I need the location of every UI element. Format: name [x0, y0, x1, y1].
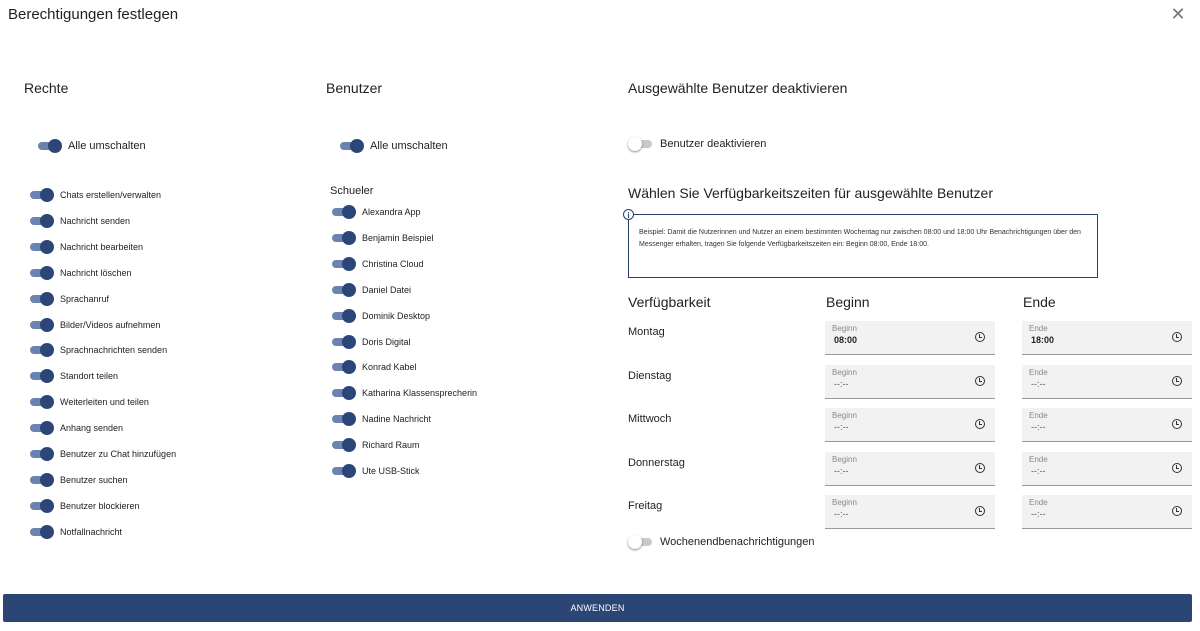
deactivate-toggle[interactable]	[630, 136, 766, 152]
users-toggle-all-label: Alle umschalten	[370, 140, 448, 152]
rights-item-label: Sprachanruf	[60, 293, 110, 304]
rights-item[interactable]	[30, 342, 167, 358]
user-item-label: Doris Digital	[362, 336, 411, 347]
rights-item-switch[interactable]	[30, 266, 52, 280]
dialog-title: Berechtigungen festlegen	[8, 6, 179, 23]
info-icon: i	[623, 209, 634, 220]
user-item-switch[interactable]	[332, 335, 354, 349]
availability-title: Wählen Sie Verfügbarkeitszeiten für ausgewählte Benutzer	[628, 185, 993, 201]
begin-field-label: Beginn	[832, 324, 857, 333]
end-field-value: --:--	[1031, 422, 1046, 432]
day-label: Montag	[628, 326, 665, 338]
rights-toggle-all-label: Alle umschalten	[68, 140, 146, 152]
rights-item[interactable]	[30, 420, 123, 436]
user-item[interactable]	[332, 282, 411, 298]
availability-col-day: Verfügbarkeit	[628, 294, 711, 310]
rights-item[interactable]	[30, 265, 132, 281]
clock-icon[interactable]	[975, 376, 985, 386]
users-group-label: Schueler	[330, 185, 374, 197]
user-item-label: Ute USB-Stick	[362, 466, 420, 476]
deactivate-title: Ausgewählte Benutzer deaktivieren	[628, 80, 848, 96]
begin-field-label: Beginn	[832, 454, 857, 464]
user-item-label: Dominik Desktop	[362, 310, 431, 321]
user-item-label: Alexandra App	[362, 207, 421, 217]
begin-field-label: Beginn	[832, 411, 857, 420]
rights-title: Rechte	[24, 80, 69, 96]
rights-item[interactable]	[30, 524, 122, 540]
rights-item-label: Anhang senden	[60, 423, 124, 434]
deactivate-label: Benutzer deaktivieren	[660, 138, 767, 150]
rights-item-label: Notfallnachricht	[60, 526, 123, 537]
info-box	[628, 214, 1098, 278]
rights-item-label: Chats erstellen/verwalten	[60, 190, 162, 200]
clock-icon[interactable]	[1172, 463, 1182, 473]
weekend-switch[interactable]	[630, 535, 652, 549]
rights-item[interactable]	[30, 317, 160, 333]
user-item-switch[interactable]	[332, 309, 354, 323]
end-field-label: Ende	[1029, 498, 1048, 507]
begin-field-value: --:--	[834, 509, 849, 519]
rights-item-switch[interactable]	[30, 395, 52, 409]
rights-item-switch[interactable]	[30, 525, 52, 539]
begin-field-value: --:--	[834, 422, 849, 432]
availability-col-end: Ende	[1023, 294, 1056, 310]
begin-time-field[interactable]	[825, 495, 995, 529]
rights-item-label: Benutzer blockieren	[60, 500, 140, 511]
end-time-field[interactable]	[1022, 408, 1192, 442]
rights-item-switch[interactable]	[30, 369, 52, 383]
begin-field-value: --:--	[834, 378, 849, 389]
user-item[interactable]	[332, 256, 424, 272]
end-field-value: --:--	[1031, 465, 1046, 476]
user-item-switch[interactable]	[332, 257, 354, 271]
clock-icon[interactable]	[1172, 332, 1182, 342]
user-item-label: Konrad Kabel	[362, 362, 417, 373]
rights-item-label: Nachricht bearbeiten	[60, 241, 144, 252]
rights-toggle-all[interactable]	[38, 138, 146, 154]
user-item[interactable]	[332, 359, 417, 375]
user-item-switch[interactable]	[332, 412, 354, 426]
rights-item-switch[interactable]	[30, 499, 52, 513]
rights-item-label: Sprachnachrichten senden	[60, 345, 168, 356]
rights-item[interactable]	[30, 498, 140, 514]
rights-item-label: Nachricht löschen	[60, 267, 132, 278]
rights-item-switch[interactable]	[30, 188, 52, 202]
clock-icon[interactable]	[975, 419, 985, 429]
rights-toggle-all-switch[interactable]	[38, 139, 60, 153]
users-toggle-all-switch[interactable]	[340, 139, 362, 153]
rights-item[interactable]	[30, 368, 118, 384]
end-field-label: Ende	[1029, 411, 1048, 420]
end-field-label: Ende	[1029, 454, 1048, 464]
end-field-label: Ende	[1029, 324, 1048, 333]
user-item[interactable]	[332, 230, 434, 246]
user-item[interactable]	[332, 437, 420, 453]
clock-icon[interactable]	[1172, 376, 1182, 386]
day-label: Freitag	[628, 500, 663, 512]
begin-time-field[interactable]	[825, 321, 995, 355]
user-item-label: Katharina Klassensprecherin	[362, 388, 478, 399]
apply-button[interactable]: ANWENDEN	[3, 594, 1192, 622]
day-label: Dienstag	[628, 369, 672, 382]
end-time-field[interactable]	[1022, 321, 1192, 355]
rights-item-label: Bilder/Videos aufnehmen	[60, 319, 161, 330]
end-field-label: Ende	[1029, 367, 1048, 377]
rights-item[interactable]	[30, 446, 176, 462]
rights-item-switch[interactable]	[30, 214, 52, 228]
rights-item[interactable]	[30, 239, 143, 255]
user-item[interactable]	[332, 334, 411, 350]
user-item-switch[interactable]	[332, 464, 354, 478]
user-item-switch[interactable]	[332, 205, 354, 219]
user-item-label: Daniel Datei	[362, 284, 412, 295]
end-field-value: --:--	[1031, 509, 1046, 519]
rights-item-label: Standort teilen	[60, 371, 119, 382]
user-item[interactable]	[332, 463, 420, 479]
info-text: Beispiel: Damit die Nutzerinnen und Nutzer an einem bestimmten Wochentag nur zwischen 08:00 und 18:00 Uhr Benachrichtigungen über den Messenger erhalten, tragen Sie folgende Verfügbarkeitszeiten ein: Beginn 08:00, Ende 18:00.	[639, 229, 1081, 248]
rights-item-switch[interactable]	[30, 473, 52, 487]
clock-icon[interactable]	[975, 332, 985, 342]
rights-item-switch[interactable]	[30, 447, 52, 461]
user-item-label: Christina Cloud	[362, 258, 424, 269]
begin-time-field[interactable]	[825, 365, 995, 399]
user-item-switch[interactable]	[332, 438, 354, 452]
end-time-field[interactable]	[1022, 495, 1192, 529]
user-item[interactable]	[332, 204, 421, 220]
availability-col-begin: Beginn	[826, 294, 870, 310]
users-title: Benutzer	[326, 80, 383, 96]
begin-field-label: Beginn	[832, 498, 857, 507]
rights-item[interactable]	[30, 291, 109, 307]
end-time-field[interactable]	[1022, 452, 1192, 486]
rights-item-switch[interactable]	[30, 240, 52, 254]
clock-icon[interactable]	[975, 506, 985, 516]
weekend-toggle[interactable]	[630, 534, 815, 550]
deactivate-switch[interactable]	[630, 137, 652, 151]
rights-item-switch[interactable]	[30, 292, 52, 306]
user-item-switch[interactable]	[332, 283, 354, 297]
begin-field-value: --:--	[834, 465, 849, 476]
end-time-field[interactable]	[1022, 365, 1192, 399]
begin-field-value: 08:00	[834, 335, 858, 345]
user-item-switch[interactable]	[332, 231, 354, 245]
user-item-label: Richard Raum	[362, 440, 420, 451]
rights-item-switch[interactable]	[30, 421, 52, 435]
user-item[interactable]	[332, 411, 431, 427]
begin-time-field[interactable]	[825, 408, 995, 442]
close-icon[interactable]: ✕	[1170, 4, 1186, 24]
day-label: Mittwoch	[628, 413, 672, 425]
end-field-value: --:--	[1031, 378, 1046, 389]
begin-field-label: Beginn	[832, 367, 857, 377]
user-item[interactable]	[332, 385, 477, 401]
rights-item-label: Benutzer zu Chat hinzufügen	[60, 449, 177, 459]
user-item[interactable]	[332, 308, 430, 324]
rights-item[interactable]	[30, 472, 128, 488]
clock-icon[interactable]	[1172, 419, 1182, 429]
rights-item[interactable]	[30, 187, 161, 203]
rights-item-label: Nachricht senden	[60, 215, 131, 226]
user-item-label: Nadine Nachricht	[362, 414, 432, 425]
rights-item-label: Weiterleiten und teilen	[60, 397, 149, 408]
rights-item-label: Benutzer suchen	[60, 474, 128, 485]
clock-icon[interactable]	[1172, 506, 1182, 516]
rights-item-switch[interactable]	[30, 318, 52, 332]
end-field-value: 18:00	[1031, 335, 1055, 345]
user-item-label: Benjamin Beispiel	[362, 232, 434, 243]
begin-time-field[interactable]	[825, 452, 995, 486]
users-toggle-all[interactable]	[340, 138, 448, 154]
rights-item[interactable]	[30, 394, 149, 410]
user-item-switch[interactable]	[332, 360, 354, 374]
clock-icon[interactable]	[975, 463, 985, 473]
day-label: Donnerstag	[628, 456, 685, 469]
rights-item-switch[interactable]	[30, 343, 52, 357]
rights-item[interactable]	[30, 213, 130, 229]
user-item-switch[interactable]	[332, 386, 354, 400]
weekend-label: Wochenendbenachrichtigungen	[660, 536, 815, 548]
